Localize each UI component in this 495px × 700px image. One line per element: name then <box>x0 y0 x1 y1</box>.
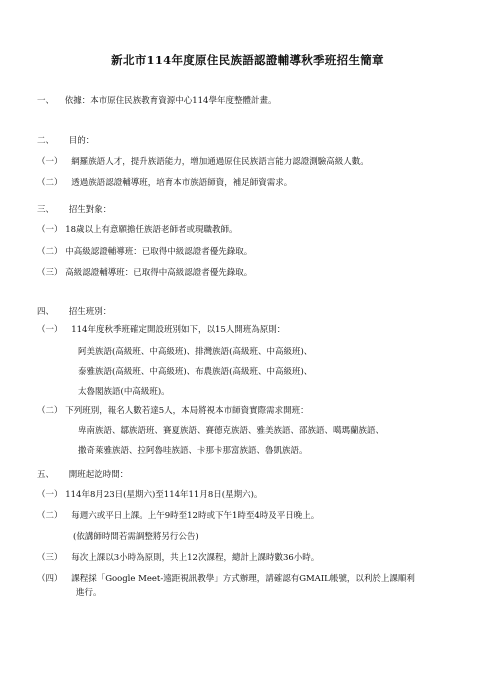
section-4-title: 招生班別： <box>68 307 112 317</box>
section-5-item-2 <box>37 511 319 522</box>
item-text: 每次上課以3小時為原則，共上12次課程，總計上課時數36小時。 <box>71 553 320 563</box>
item-text: 課程採「Google Meet-遠距視訊教學」方式辦理，請確認有GMAIL帳號，以利於上課順利 <box>71 574 415 584</box>
item-number: （四） <box>37 574 63 584</box>
item-number: （一） <box>37 157 63 167</box>
section-2-item-2 <box>37 178 292 189</box>
section-5-title: 開班起訖時間： <box>68 470 129 480</box>
section-2-heading <box>37 136 94 147</box>
section-5-item-4-continued: 進行。 <box>76 588 102 598</box>
item-number: （二） <box>37 511 63 521</box>
section-5-item-3 <box>37 553 319 564</box>
class-list-line-2: 泰雅族語(高級班、中高級班)、布農族語(高級班、中高級班)、 <box>78 367 313 377</box>
item-number: （一） <box>37 225 63 235</box>
section-4-item-2 <box>37 406 309 417</box>
section-3-title: 招生對象： <box>68 205 112 215</box>
section-3-heading <box>37 205 111 216</box>
section-4-number: 四、 <box>37 307 55 317</box>
section-2-number: 二、 <box>37 136 55 146</box>
optional-class-line-2: 撒奇萊雅族語、拉阿魯哇族語、卡那卡那富族語、魯凱族語。 <box>78 446 308 456</box>
section-1-text: 依據：本市原住民族教育資源中心114學年度整體計畫。 <box>64 96 277 106</box>
section-4-heading <box>37 307 111 318</box>
section-2-title: 目的： <box>68 136 95 146</box>
item-text: 透過族語認證輔導班，培育本市族語師資，補足師資需求。 <box>71 178 293 188</box>
section-5-heading <box>37 470 128 481</box>
section-3-number: 三、 <box>37 205 55 215</box>
document-title: 新北市114年度原住民族語認證輔導秋季班招生簡章 <box>111 53 384 67</box>
item-number: （一） <box>37 325 63 335</box>
item-text: 每週六或平日上課。上午9時至12時或下午1時至4時及平日晚上。 <box>71 511 320 521</box>
section-5-item-4 <box>37 574 415 585</box>
item-text: 網羅族語人才，提升族語能力，增加通過原住民族語言能力認證測驗高級人數。 <box>71 157 369 167</box>
item-text: 高級認證輔導班：已取得中高級認證者優先錄取。 <box>65 268 253 278</box>
section-4-item-1 <box>37 325 285 336</box>
item-text: 114年度秋季班確定開設班別如下，以15人開班為原則： <box>71 325 286 335</box>
section-1-number: 一、 <box>37 96 55 106</box>
class-list-line-1: 阿美族語(高級班、中高級班)、排灣族語(高級班、中高級班)、 <box>78 347 313 357</box>
item-number: （三） <box>37 553 63 563</box>
item-text: 114年8月23日(星期六)至114年11月8日(星期六)。 <box>65 490 263 500</box>
item-number: （二） <box>37 406 63 416</box>
section-5-number: 五、 <box>37 470 55 480</box>
optional-class-line-1: 卑南族語、鄒族語班、賽夏族語、賽德克族語、雅美族語、邵族語、噶瑪蘭族語、 <box>78 426 385 436</box>
item-text: 18歲以上有意願擔任族語老師者或現職教師。 <box>65 225 238 235</box>
item-number: （一） <box>37 490 63 500</box>
item-text: 下列班別，報名人數若達5人，本局將視本市師資實際需求開班： <box>65 406 309 416</box>
section-3-item-2 <box>37 247 252 258</box>
section-3-item-1 <box>37 225 238 236</box>
section-2-item-1 <box>37 157 369 168</box>
section-5-item-1 <box>37 490 262 501</box>
section-3-item-3 <box>37 268 252 279</box>
class-list-line-3: 太魯閣族語(中高級班)。 <box>78 387 170 397</box>
section-1 <box>37 96 276 107</box>
item-number: （二） <box>37 178 63 188</box>
section-5-note: (依講師時間若需調整將另行公告) <box>73 532 199 542</box>
item-text: 中高級認證輔導班：已取得中級認證者優先錄取。 <box>65 247 253 257</box>
item-number: （三） <box>37 268 63 278</box>
item-number: （二） <box>37 247 63 257</box>
